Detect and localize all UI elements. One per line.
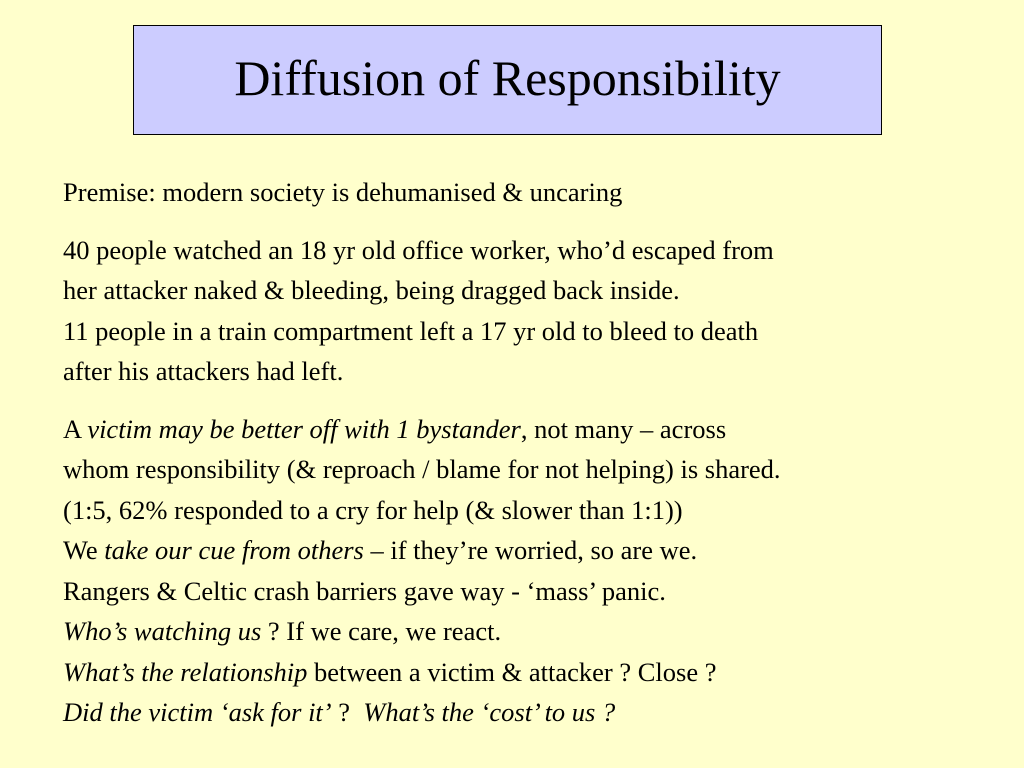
point-4-prefix: We [63, 535, 105, 565]
point-line-1 [63, 409, 1013, 450]
premise-paragraph [63, 172, 1013, 213]
point-6-suffix: ? If we care, we react. [261, 616, 502, 646]
point-line-7 [63, 652, 1013, 693]
point-line-4 [63, 530, 1013, 571]
point-7-italic: What’s the relationship [63, 656, 308, 687]
point-line-5: Rangers & Celtic crash barriers gave way - ‘mass’ panic. [63, 575, 666, 606]
point-line-8 [63, 692, 1013, 733]
slide-title: Diffusion of Responsibility [234, 50, 781, 106]
point-1-suffix: , not many – across [520, 413, 727, 444]
point-8-italic-1: Did the victim ‘ask for it’ [63, 697, 332, 727]
point-8-mid: ? [331, 697, 364, 727]
points-paragraph [63, 409, 1013, 733]
title-box [133, 25, 882, 135]
point-1-italic: victim may be better off with 1 bystander [87, 413, 521, 444]
point-line-3: (1:5, 62% responded to a cry for help (& slower than 1:1)) [63, 494, 683, 525]
example-line-2: her attacker naked & bleeding, being dragged back inside. [63, 275, 680, 305]
point-1-prefix: A [63, 413, 88, 444]
example-line-4: after his attackers had left. [63, 356, 344, 386]
point-6-italic: Who’s watching us [63, 616, 262, 646]
point-line-6 [63, 611, 1013, 652]
point-7-suffix: between a victim & attacker ? Close ? [307, 656, 717, 687]
slide-body [63, 172, 1013, 733]
examples-paragraph [63, 230, 1013, 392]
example-line-1: 40 people watched an 18 yr old office worker, who’d escaped from [63, 234, 774, 265]
example-line-3: 11 people in a train compartment left a 17 yr old to bleed to death [63, 315, 759, 346]
point-4-italic: take our cue from others [104, 535, 364, 565]
point-line-2: whom responsibility (& reproach / blame for not helping) is shared. [63, 454, 781, 484]
point-8-italic-2: What’s the ‘cost’ to us ? [363, 697, 616, 727]
point-4-suffix: – if they’re worried, so are we. [363, 535, 698, 565]
premise-line: Premise: modern society is dehumanised & uncaring [63, 177, 623, 207]
